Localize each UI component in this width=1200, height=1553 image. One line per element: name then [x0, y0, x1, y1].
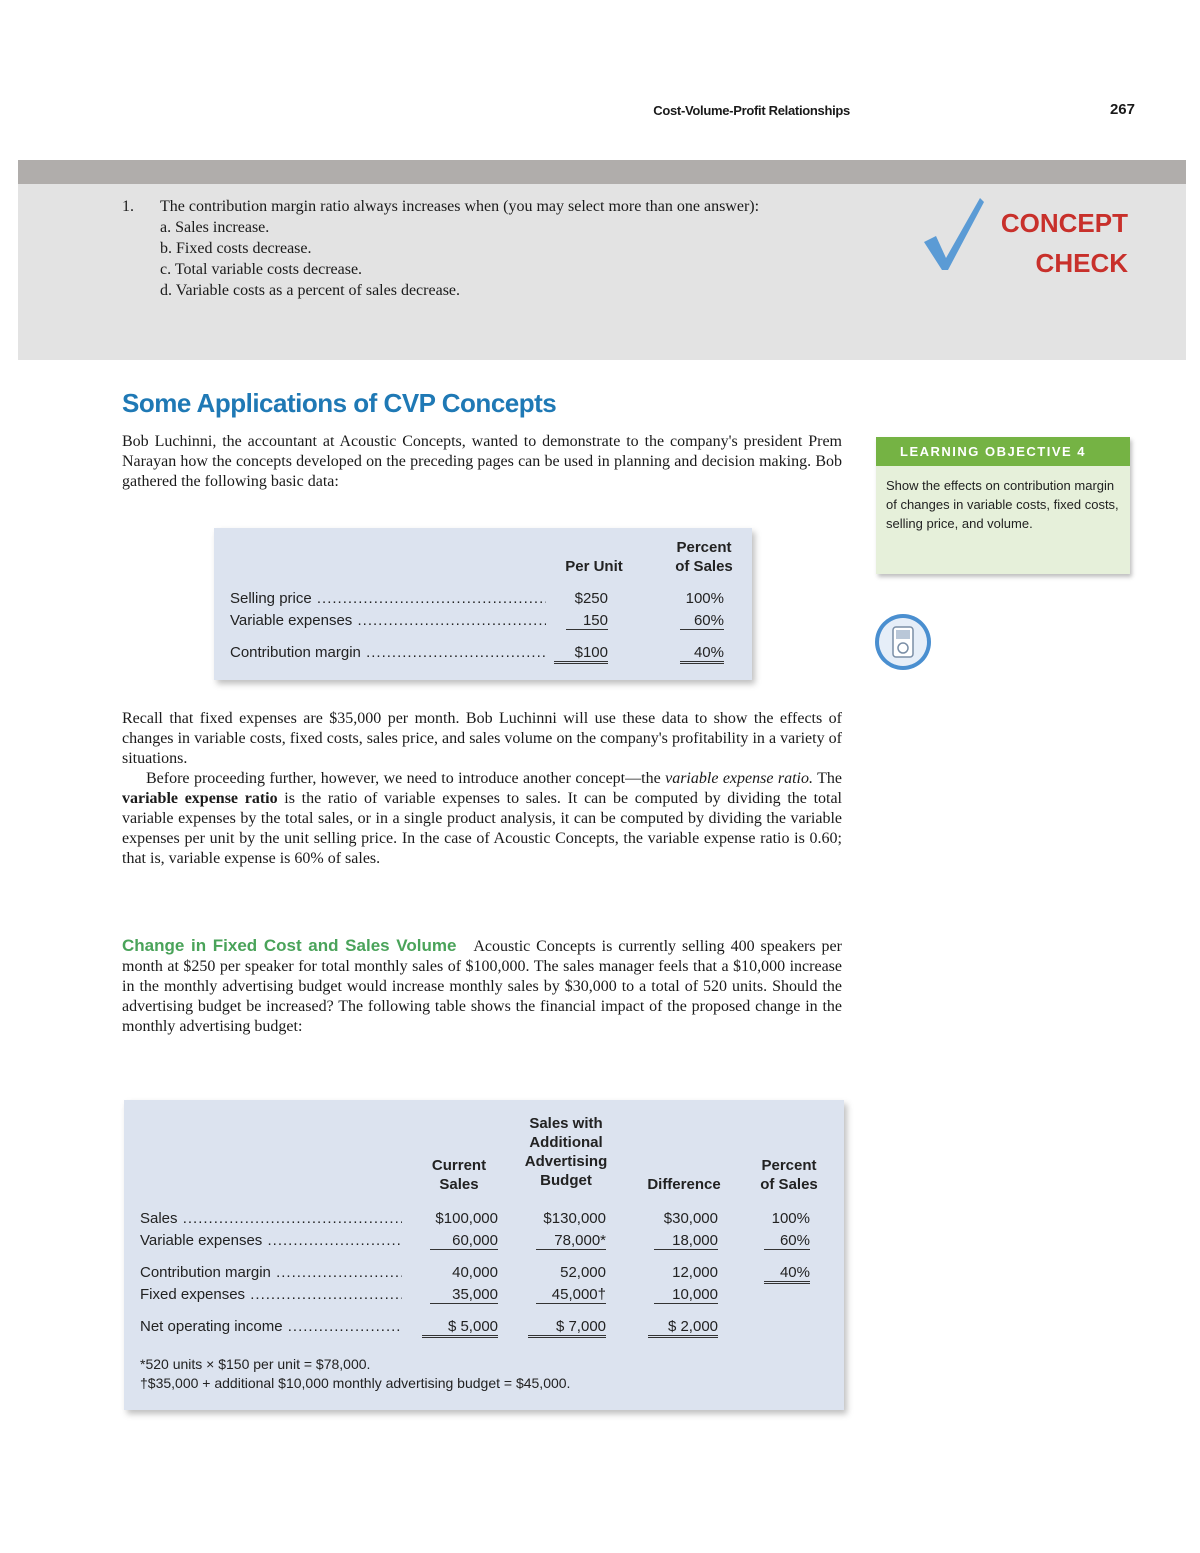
- learning-objective-header: LEARNING OBJECTIVE 4: [876, 437, 1130, 466]
- col-header-with-advertising: [508, 1114, 624, 1190]
- answer-option: d. Variable costs as a percent of sales decrease.: [160, 282, 461, 299]
- percent-value: 100%: [685, 590, 724, 607]
- running-head: Cost-Volume-Profit Relationships: [653, 103, 850, 118]
- row-label: Variable expenses .....: [230, 612, 546, 629]
- concept-label-line2: CHECK: [1035, 248, 1128, 278]
- concept-label-line1: CONCEPT: [1000, 208, 1128, 238]
- col-header-text: Percent: [676, 539, 732, 556]
- ratio-paragraph: [122, 769, 842, 869]
- percent-value: 60%: [680, 612, 724, 630]
- question-number: 1.: [122, 198, 134, 215]
- per-unit-value: $250: [574, 590, 608, 607]
- concept-check-band-top: [18, 160, 1186, 184]
- current-value: 40,000: [452, 1264, 498, 1281]
- ratio-bold-term: variable expense ratio: [122, 790, 278, 807]
- ipod-icon: [872, 612, 934, 672]
- learning-objective-text: Show the effects on contribution margin of changes in variable costs, fixed costs, selling price, and volume.: [886, 478, 1119, 531]
- col-header-percent: [744, 1156, 834, 1194]
- ratio-italic-term: variable expense ratio.: [665, 770, 813, 787]
- difference-value: $ 2,000: [648, 1318, 718, 1338]
- percent-value: 40%: [764, 1264, 810, 1284]
- page-number: 267: [1109, 101, 1135, 118]
- difference-value: 10,000: [654, 1286, 718, 1304]
- row-label: Contribution margin .....: [140, 1264, 402, 1281]
- row-label: Fixed expenses .....: [140, 1286, 402, 1303]
- question-text: The contribution margin ratio always increases when (you may select more than one answer):: [160, 198, 760, 215]
- ratio-text: is the ratio of variable expenses to sales. It can be computed by dividing the total variable expenses by the total sales, or in a single product analysis, it can be computed by dividing the variable expenses per unit by the unit selling price. In the case of Acoustic Concepts, the variable expense ratio is 0.60; that is, variable expense is 60% of sales.: [122, 790, 843, 867]
- with-advertising-value: $ 7,000: [528, 1318, 606, 1338]
- current-value: $ 5,000: [422, 1318, 498, 1338]
- learning-objective-box: [876, 437, 1130, 574]
- ratio-text: Before proceeding further, however, we need to introduce another concept—the: [146, 770, 666, 787]
- row-label: Contribution margin .....: [230, 644, 546, 661]
- impact-table: [124, 1100, 844, 1410]
- with-advertising-value: 78,000*: [536, 1232, 606, 1250]
- row-label: Net operating income .....: [140, 1318, 402, 1335]
- change-section-heading: Change in Fixed Cost and Sales Volume: [122, 936, 457, 955]
- footnote: *520 units × $150 per unit = $78,000.: [140, 1356, 371, 1372]
- difference-value: $30,000: [663, 1210, 718, 1227]
- difference-value: 12,000: [672, 1264, 718, 1281]
- basic-data-table: [214, 528, 752, 680]
- change-section-paragraph: [122, 936, 842, 1037]
- col-header-per-unit: Per Unit: [565, 558, 623, 575]
- ratio-text: The: [813, 770, 842, 787]
- footnote: †$35,000 + additional $10,000 monthly advertising budget = $45,000.: [140, 1375, 571, 1391]
- concept-check-question: [122, 196, 842, 301]
- col-header-text: Advertising: [524, 1153, 608, 1170]
- concept-check-label: [968, 203, 1128, 283]
- with-advertising-value: $130,000: [543, 1210, 606, 1227]
- col-header-text: of Sales: [760, 1176, 818, 1193]
- col-header-difference: Difference: [647, 1176, 721, 1193]
- change-section-text: Acoustic Concepts is currently selling 400 speakers per month at $250 per speaker for total monthly sales of $100,000. The sales manager feels that a $10,000 increase in the monthly advertising budget would increase monthly sales by $30,000 to a total of 520 units. Should the advertising budget be increased? The following table shows the financial impact of the proposed change in the monthly advertising budget:: [122, 938, 842, 1035]
- intro-paragraph: Bob Luchinni, the accountant at Acoustic Concepts, wanted to demonstrate to the company's president Prem Narayan how the concepts developed on the preceding pages can be used in planning and decision making. Bob gathered the following basic data:: [122, 433, 842, 490]
- row-label: Selling price .....: [230, 590, 546, 607]
- col-header-text: of Sales: [675, 558, 733, 575]
- col-header-text: Percent: [761, 1157, 817, 1174]
- percent-value: 60%: [764, 1232, 810, 1250]
- col-header-percent: [664, 538, 744, 576]
- current-value: 35,000: [430, 1286, 498, 1304]
- row-label: Sales .....: [140, 1210, 402, 1227]
- row-label: Variable expenses .....: [140, 1232, 402, 1249]
- col-header-text: Sales with: [529, 1115, 603, 1132]
- current-value: $100,000: [435, 1210, 498, 1227]
- col-header-text: Current: [431, 1157, 487, 1174]
- percent-value: 100%: [771, 1210, 810, 1227]
- col-header-text: Budget: [540, 1172, 592, 1189]
- current-value: 60,000: [430, 1232, 498, 1250]
- recall-paragraph: Recall that fixed expenses are $35,000 per month. Bob Luchinni will use these data to show the effects of changes in variable costs, fixed costs, sales price, and sales volume on the company's profitability in a variety of situations.: [122, 710, 842, 767]
- percent-value: 40%: [680, 644, 724, 664]
- with-advertising-value: 52,000: [560, 1264, 606, 1281]
- answer-option: c. Total variable costs decrease.: [160, 261, 363, 278]
- section-title: Some Applications of CVP Concepts: [122, 388, 557, 418]
- per-unit-value: $100: [554, 644, 608, 664]
- difference-value: 18,000: [654, 1232, 718, 1250]
- answer-option: b. Fixed costs decrease.: [160, 240, 312, 257]
- col-header-text: Sales: [439, 1176, 479, 1193]
- col-header-current-sales: [414, 1156, 504, 1194]
- per-unit-value: 150: [566, 612, 608, 630]
- answer-option: a. Sales increase.: [160, 219, 270, 236]
- col-header-text: Additional: [529, 1134, 603, 1151]
- with-advertising-value: 45,000†: [536, 1286, 606, 1304]
